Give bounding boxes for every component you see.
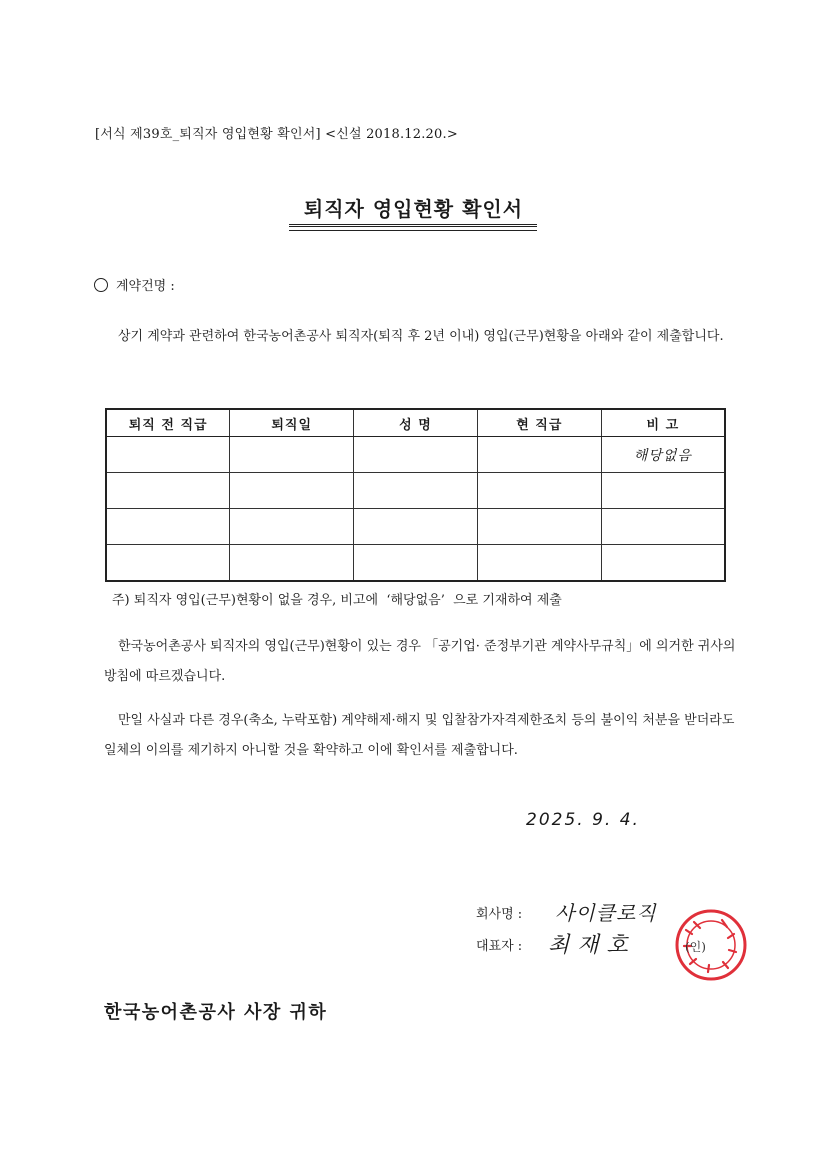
table-cell [354,437,478,473]
table-row [106,437,725,473]
table-cell [601,509,725,545]
contract-name-label: 계약건명 : [116,279,175,294]
remarks-handwritten-cell: 해당없음 [601,437,725,473]
table-row [106,473,725,509]
contract-name-line [94,275,175,294]
footnote-suffix: 으로 기재하여 제출 [453,593,562,608]
table-cell [354,545,478,582]
intro-paragraph: 상기 계약과 관련하여 한국농어촌공사 퇴직자(퇴직 후 2년 이내) 영입(근무)현황을 아래와 같이 제출합니다. [118,329,724,344]
header-current-rank: 현 직급 [477,409,601,437]
representative-label: 대표자 : [476,939,523,954]
header-remarks: 비 고 [601,409,725,437]
form-number-header: [서식 제39호_퇴직자 영입현황 확인서] <신설 2018.12.20.> [95,127,458,142]
seal-label: (인) [685,940,706,954]
table-cell [230,545,354,582]
table-cell [354,509,478,545]
compliance-paragraph: 한국농어촌공사 퇴직자의 영입(근무)현황이 있는 경우 「공기업· 준정부기관 계약사무규칙」에 의거한 귀사의 방침에 따르겠습니다. [104,639,736,684]
circle-bullet-icon [94,278,108,292]
table-cell [601,473,725,509]
table-row [106,509,725,545]
table-footnote [112,589,562,608]
table-cell [477,437,601,473]
table-cell [230,473,354,509]
representative-signature: 최재호 [548,933,636,958]
company-name-handwritten: 사이클로직 [555,901,657,925]
table-cell [106,437,230,473]
table-cell [106,545,230,582]
table-header-row [106,409,725,437]
retiree-table [105,408,726,582]
document-title: 퇴직자 영입현황 확인서 [303,197,524,221]
header-retirement-date: 퇴직일 [230,409,354,437]
table-cell [230,437,354,473]
footnote-prefix: 주) 퇴직자 영입(근무)현황이 없을 경우, 비고에 [112,593,379,608]
table-cell [106,473,230,509]
company-name-label: 회사명 : [476,907,523,922]
table-cell [106,509,230,545]
addressee: 한국농어촌공사 사장 귀하 [104,1002,328,1023]
submission-date: 2025. 9. 4. [526,810,640,830]
table-cell [477,509,601,545]
table-cell [601,545,725,582]
pledge-paragraph: 만일 사실과 다른 경우(축소, 누락포함) 계약해제·해지 및 입찰참가자격제한조치 등의 불이익 처분을 받더라도 일체의 이의를 제기하지 아니할 것을 확약하고 이에 확인서를 제출합니다. [104,713,735,758]
table-cell [230,509,354,545]
table-cell [354,473,478,509]
table-cell [477,545,601,582]
table-row [106,545,725,582]
title-underline [289,224,537,231]
header-name: 성 명 [354,409,478,437]
header-prior-rank: 퇴직 전 직급 [106,409,230,437]
table-cell [477,473,601,509]
footnote-quoted-term: ‘해당없음’ [386,593,445,608]
